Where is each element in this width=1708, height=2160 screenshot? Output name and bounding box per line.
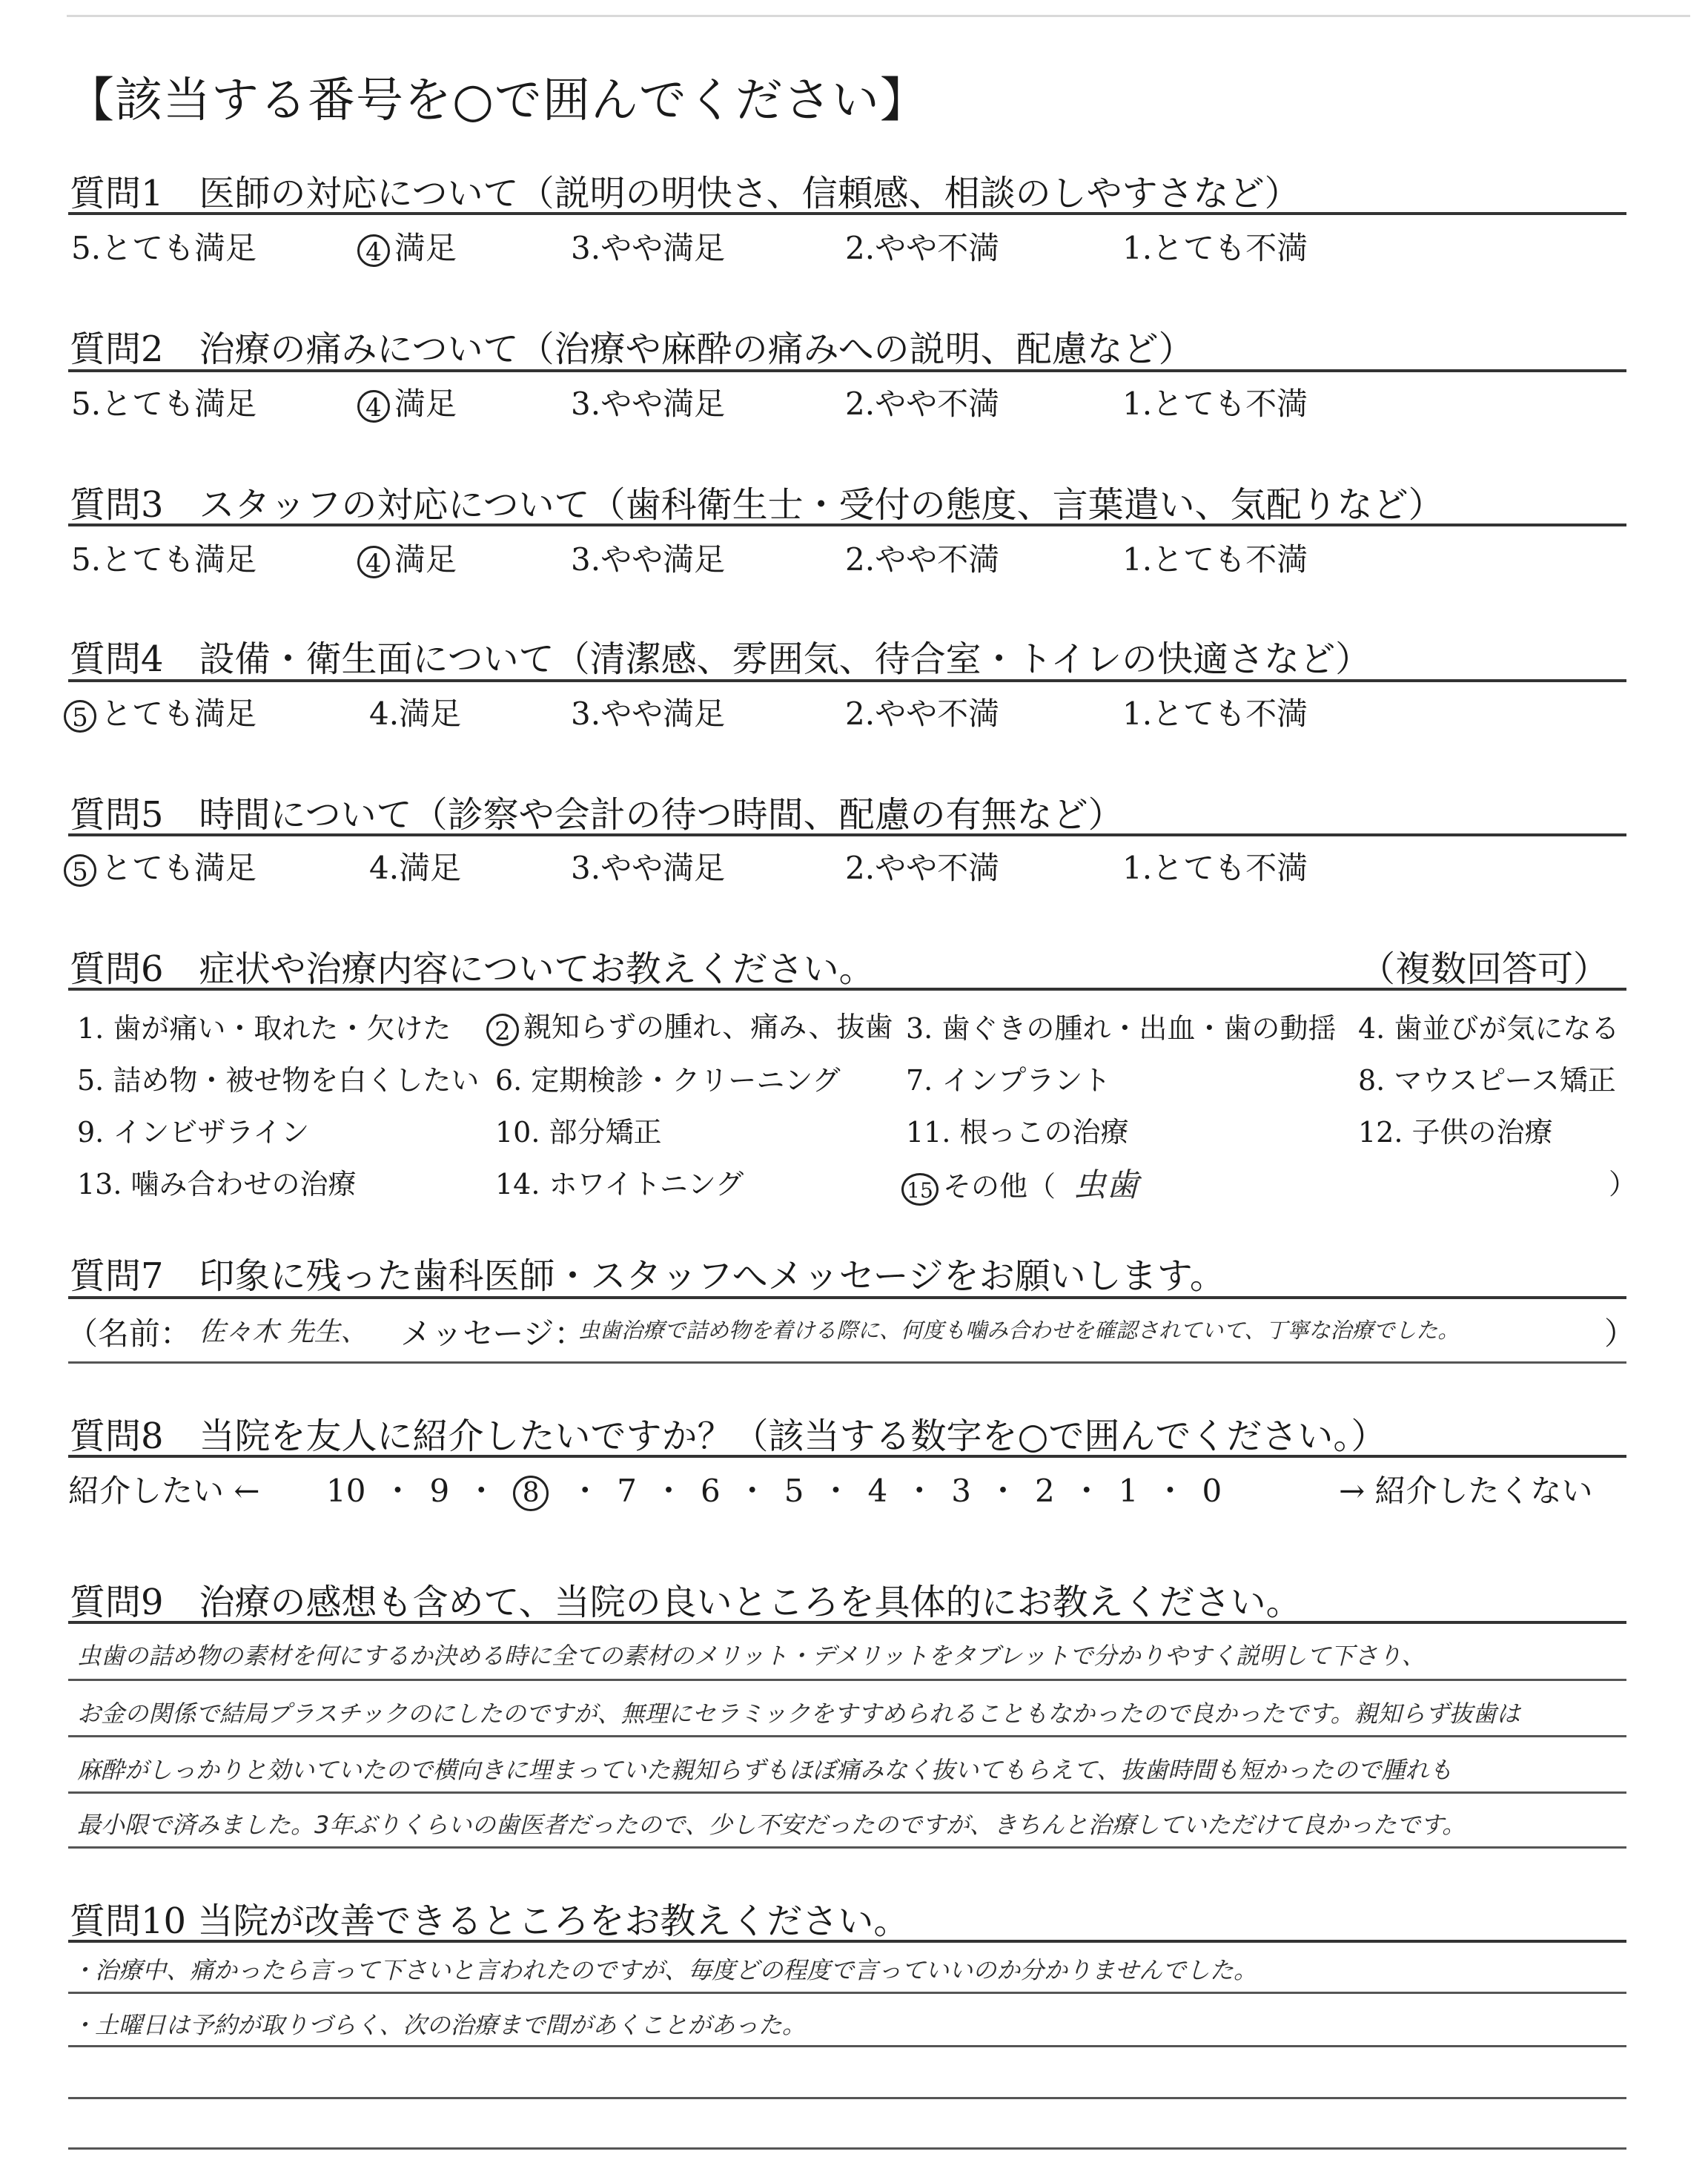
q1-opt-4-selected[interactable]: [357, 224, 457, 268]
q4-opt-4[interactable]: 4.満足: [369, 696, 462, 732]
q9-rule: [68, 1621, 1626, 1624]
q9-rule-1: [68, 1679, 1626, 1681]
q6-rule: [68, 988, 1626, 991]
q2-opt-3[interactable]: 3.やや満足: [571, 386, 726, 422]
q6-item-7[interactable]: 7. インプラント: [906, 1064, 1111, 1097]
q1-opt-2[interactable]: 2.やや不満: [845, 230, 1000, 266]
q1-opt-1[interactable]: 1.とても不満: [1122, 230, 1308, 266]
q6-item-3[interactable]: 3. 歯ぐきの腫れ・出血・歯の動揺: [906, 1012, 1337, 1045]
q5-opt-1[interactable]: 1.とても不満: [1122, 850, 1308, 886]
q8-sep: ・: [904, 1473, 936, 1509]
q7-rule: [68, 1296, 1626, 1299]
q6-item-2-label: 親知らずの腫れ、痛み、抜歯: [523, 1011, 893, 1043]
q5-opt-3[interactable]: 3.やや満足: [571, 850, 726, 886]
q8-opt-8-selected[interactable]: 8: [513, 1476, 549, 1511]
q3-opt-3[interactable]: 3.やや満足: [571, 541, 726, 578]
q6-item-12[interactable]: 12. 子供の治療: [1358, 1116, 1553, 1149]
q6-item-5[interactable]: 5. 詰め物・被せ物を白くしたい: [77, 1064, 480, 1097]
q7-name-value: 佐々木 先生、: [199, 1317, 368, 1347]
q7-message-value: 虫歯治療で詰め物を着ける際に、何度も噛み合わせを確認されていて、丁寧な治療でした。: [578, 1318, 1460, 1343]
q8-opt-3[interactable]: 3: [951, 1473, 971, 1509]
q6-item-13[interactable]: 13. 噛み合わせの治療: [77, 1168, 357, 1200]
q10-rule-3: [68, 2097, 1626, 2099]
q1-heading: 質問1 医師の対応について（説明の明快さ、信頼感、相談のしやすさなど）: [70, 173, 1300, 214]
q8-opt-1[interactable]: 1: [1118, 1473, 1139, 1509]
q1-rule: [68, 212, 1626, 215]
q7-name-label: （名前：: [67, 1315, 192, 1352]
q6-item-4[interactable]: 4. 歯並びが気になる: [1358, 1012, 1620, 1045]
q6-item-2-selected[interactable]: [486, 1004, 893, 1046]
q6-item-14[interactable]: 14. ホワイトニング: [495, 1168, 744, 1200]
q3-opt-4-label: 満足: [394, 541, 457, 578]
q5-opt-5-label: とても満足: [101, 850, 257, 886]
q6-item-9[interactable]: 9. インビザライン: [77, 1116, 310, 1149]
q8-opt-4[interactable]: 4: [867, 1473, 888, 1509]
q8-sep: ・: [1154, 1473, 1186, 1509]
q1-opt-3[interactable]: 3.やや満足: [571, 230, 726, 266]
q10-line-1: ・治療中、痛かったら言って下さいと言われたのですが、毎度どの程度で言っていいのか分かりませんでした。: [71, 1956, 1258, 1984]
q4-opt-5-label: とても満足: [101, 696, 257, 732]
q5-opt-4[interactable]: 4.満足: [369, 850, 462, 886]
q8-opt-0[interactable]: 0: [1202, 1473, 1222, 1509]
q3-opt-2[interactable]: 2.やや不満: [845, 541, 1000, 578]
q2-opt-2[interactable]: 2.やや不満: [845, 386, 1000, 422]
q8-sep: ・: [1070, 1473, 1102, 1509]
q3-rule: [68, 524, 1626, 526]
q2-opt-4-selected[interactable]: [357, 380, 457, 424]
q1-opt-4-label: 満足: [394, 230, 457, 266]
q3-opt-4-selected[interactable]: [357, 535, 457, 580]
q8-opt-5[interactable]: 5: [784, 1473, 804, 1509]
q9-rule-3: [68, 1791, 1626, 1794]
q7-heading: 質問7 印象に残った歯科医師・スタッフへメッセージをお願いします。: [70, 1255, 1225, 1297]
q8-opt-6[interactable]: 6: [700, 1473, 721, 1509]
q8-heading: 質問8 当院を友人に紹介したいですか？（該当する数字を○で囲んでください。）: [70, 1416, 1387, 1457]
q10-rule-2: [68, 2045, 1626, 2047]
q10-rule-4: [68, 2147, 1626, 2150]
q6-item-15-selected[interactable]: [901, 1158, 1139, 1206]
q9-line-2: お金の関係で結局プラスチックのにしたのですが、無理にセラミックをすすめられることもなかったので良かったです。親知らず抜歯は: [77, 1700, 1520, 1728]
q9-line-1: 虫歯の詰め物の素材を何にするか決める時に全ての素材のメリット・デメリットをタブレットで分かりやすく説明して下さり、: [77, 1642, 1426, 1670]
q8-opt-7[interactable]: 7: [617, 1473, 637, 1509]
q9-line-3: 麻酔がしっかりと効いていたので横向きに埋まっていた親知らずもほぼ痛みなく抜いてもらえて、抜歯時間も短かったので腫れも: [77, 1756, 1453, 1784]
q2-rule: [68, 369, 1626, 372]
q8-sep: ・: [820, 1473, 852, 1509]
q1-opt-5[interactable]: 5.とても満足: [71, 230, 257, 266]
q6-item-15-label: その他（: [943, 1170, 1056, 1203]
circle-mark: 4: [357, 546, 390, 578]
q4-opt-2[interactable]: 2.やや不満: [845, 696, 1000, 732]
q4-heading: 質問4 設備・衛生面について（清潔感、雰囲気、待合室・トイレの快適さなど）: [70, 638, 1371, 680]
circle-mark: 4: [357, 390, 390, 423]
q8-opt-2[interactable]: 2: [1034, 1473, 1055, 1509]
q8-sep: ・: [466, 1473, 497, 1509]
circle-mark: 15: [901, 1173, 939, 1206]
q6-note: （複数回答可）: [1360, 948, 1609, 990]
page-title: 【該当する番号を○で囲んでください】: [67, 73, 928, 128]
q8-sep: ・: [382, 1473, 414, 1509]
q4-opt-3[interactable]: 3.やや満足: [571, 696, 726, 732]
circle-mark: 2: [486, 1014, 519, 1046]
q2-opt-4-label: 満足: [394, 386, 457, 422]
q8-scale: [326, 1467, 1222, 1511]
q8-sep: ・: [652, 1473, 684, 1509]
top-border: [67, 15, 1690, 17]
q10-line-2: ・土曜日は予約が取りづらく、次の治療まで間があくことがあった。: [71, 2011, 807, 2039]
q7-message-label: メッセージ：: [400, 1315, 586, 1352]
q3-opt-1[interactable]: 1.とても不満: [1122, 541, 1308, 578]
q9-heading: 質問9 治療の感想も含めて、当院の良いところを具体的にお教えください。: [70, 1582, 1302, 1623]
q6-item-6[interactable]: 6. 定期検診・クリーニング: [495, 1064, 841, 1097]
q8-opt-9[interactable]: 9: [429, 1473, 450, 1509]
q9-rule-2: [68, 1735, 1626, 1737]
q6-item-1[interactable]: 1. 歯が痛い・取れた・欠けた: [77, 1012, 451, 1045]
q10-heading: 質問10 当院が改善できるところをお教えください。: [70, 1900, 910, 1942]
q8-right-label: → 紹介したくない: [1339, 1473, 1593, 1509]
q2-opt-1[interactable]: 1.とても不満: [1122, 386, 1308, 422]
q6-item-8[interactable]: 8. マウスピース矯正: [1358, 1064, 1616, 1097]
q10-rule-1: [68, 1992, 1626, 1994]
q4-opt-1[interactable]: 1.とても不満: [1122, 696, 1308, 732]
q6-heading: 質問6 症状や治療内容についてお教えください。: [70, 948, 875, 990]
q7-close: ）: [1604, 1315, 1636, 1352]
q6-other-close: ）: [1609, 1168, 1638, 1200]
circle-mark: 5: [64, 854, 96, 887]
q2-opt-5[interactable]: 5.とても満足: [71, 386, 257, 422]
q5-heading: 質問5 時間について（診察や会計の待つ時間、配慮の有無など）: [70, 794, 1124, 836]
q4-opt-5-selected[interactable]: [64, 690, 256, 734]
q7-rule-bottom: [68, 1361, 1626, 1364]
q3-opt-5[interactable]: 5.とても満足: [71, 541, 257, 578]
q8-sep: ・: [569, 1473, 601, 1509]
q5-opt-2[interactable]: 2.やや不満: [845, 850, 1000, 886]
q2-heading: 質問2 治療の痛みについて（治療や麻酔の痛みへの説明、配慮など）: [70, 328, 1194, 370]
q9-line-4: 最小限で済みました。3年ぶりくらいの歯医者だったので、少し不安だったのですが、きちんと治療していただけて良かったです。: [77, 1811, 1466, 1839]
q5-rule: [68, 833, 1626, 836]
q8-left-label: 紹介したい ←: [68, 1473, 260, 1509]
q6-item-10[interactable]: 10. 部分矯正: [495, 1116, 662, 1149]
q8-opt-10[interactable]: 10: [326, 1473, 366, 1509]
q3-heading: 質問3 スタッフの対応について（歯科衛生士・受付の態度、言葉遣い、気配りなど）: [70, 484, 1444, 526]
q6-other-answer: 虫歯: [1073, 1166, 1139, 1204]
q8-sep: ・: [736, 1473, 768, 1509]
q6-item-11[interactable]: 11. 根っこの治療: [906, 1116, 1129, 1149]
q5-opt-5-selected[interactable]: [64, 844, 256, 888]
q8-sep: ・: [987, 1473, 1019, 1509]
q9-rule-4: [68, 1846, 1626, 1849]
circle-mark: 5: [64, 700, 96, 733]
circle-mark: 4: [357, 234, 390, 267]
q8-rule: [68, 1455, 1626, 1458]
q4-rule: [68, 679, 1626, 682]
q10-rule: [68, 1940, 1626, 1943]
